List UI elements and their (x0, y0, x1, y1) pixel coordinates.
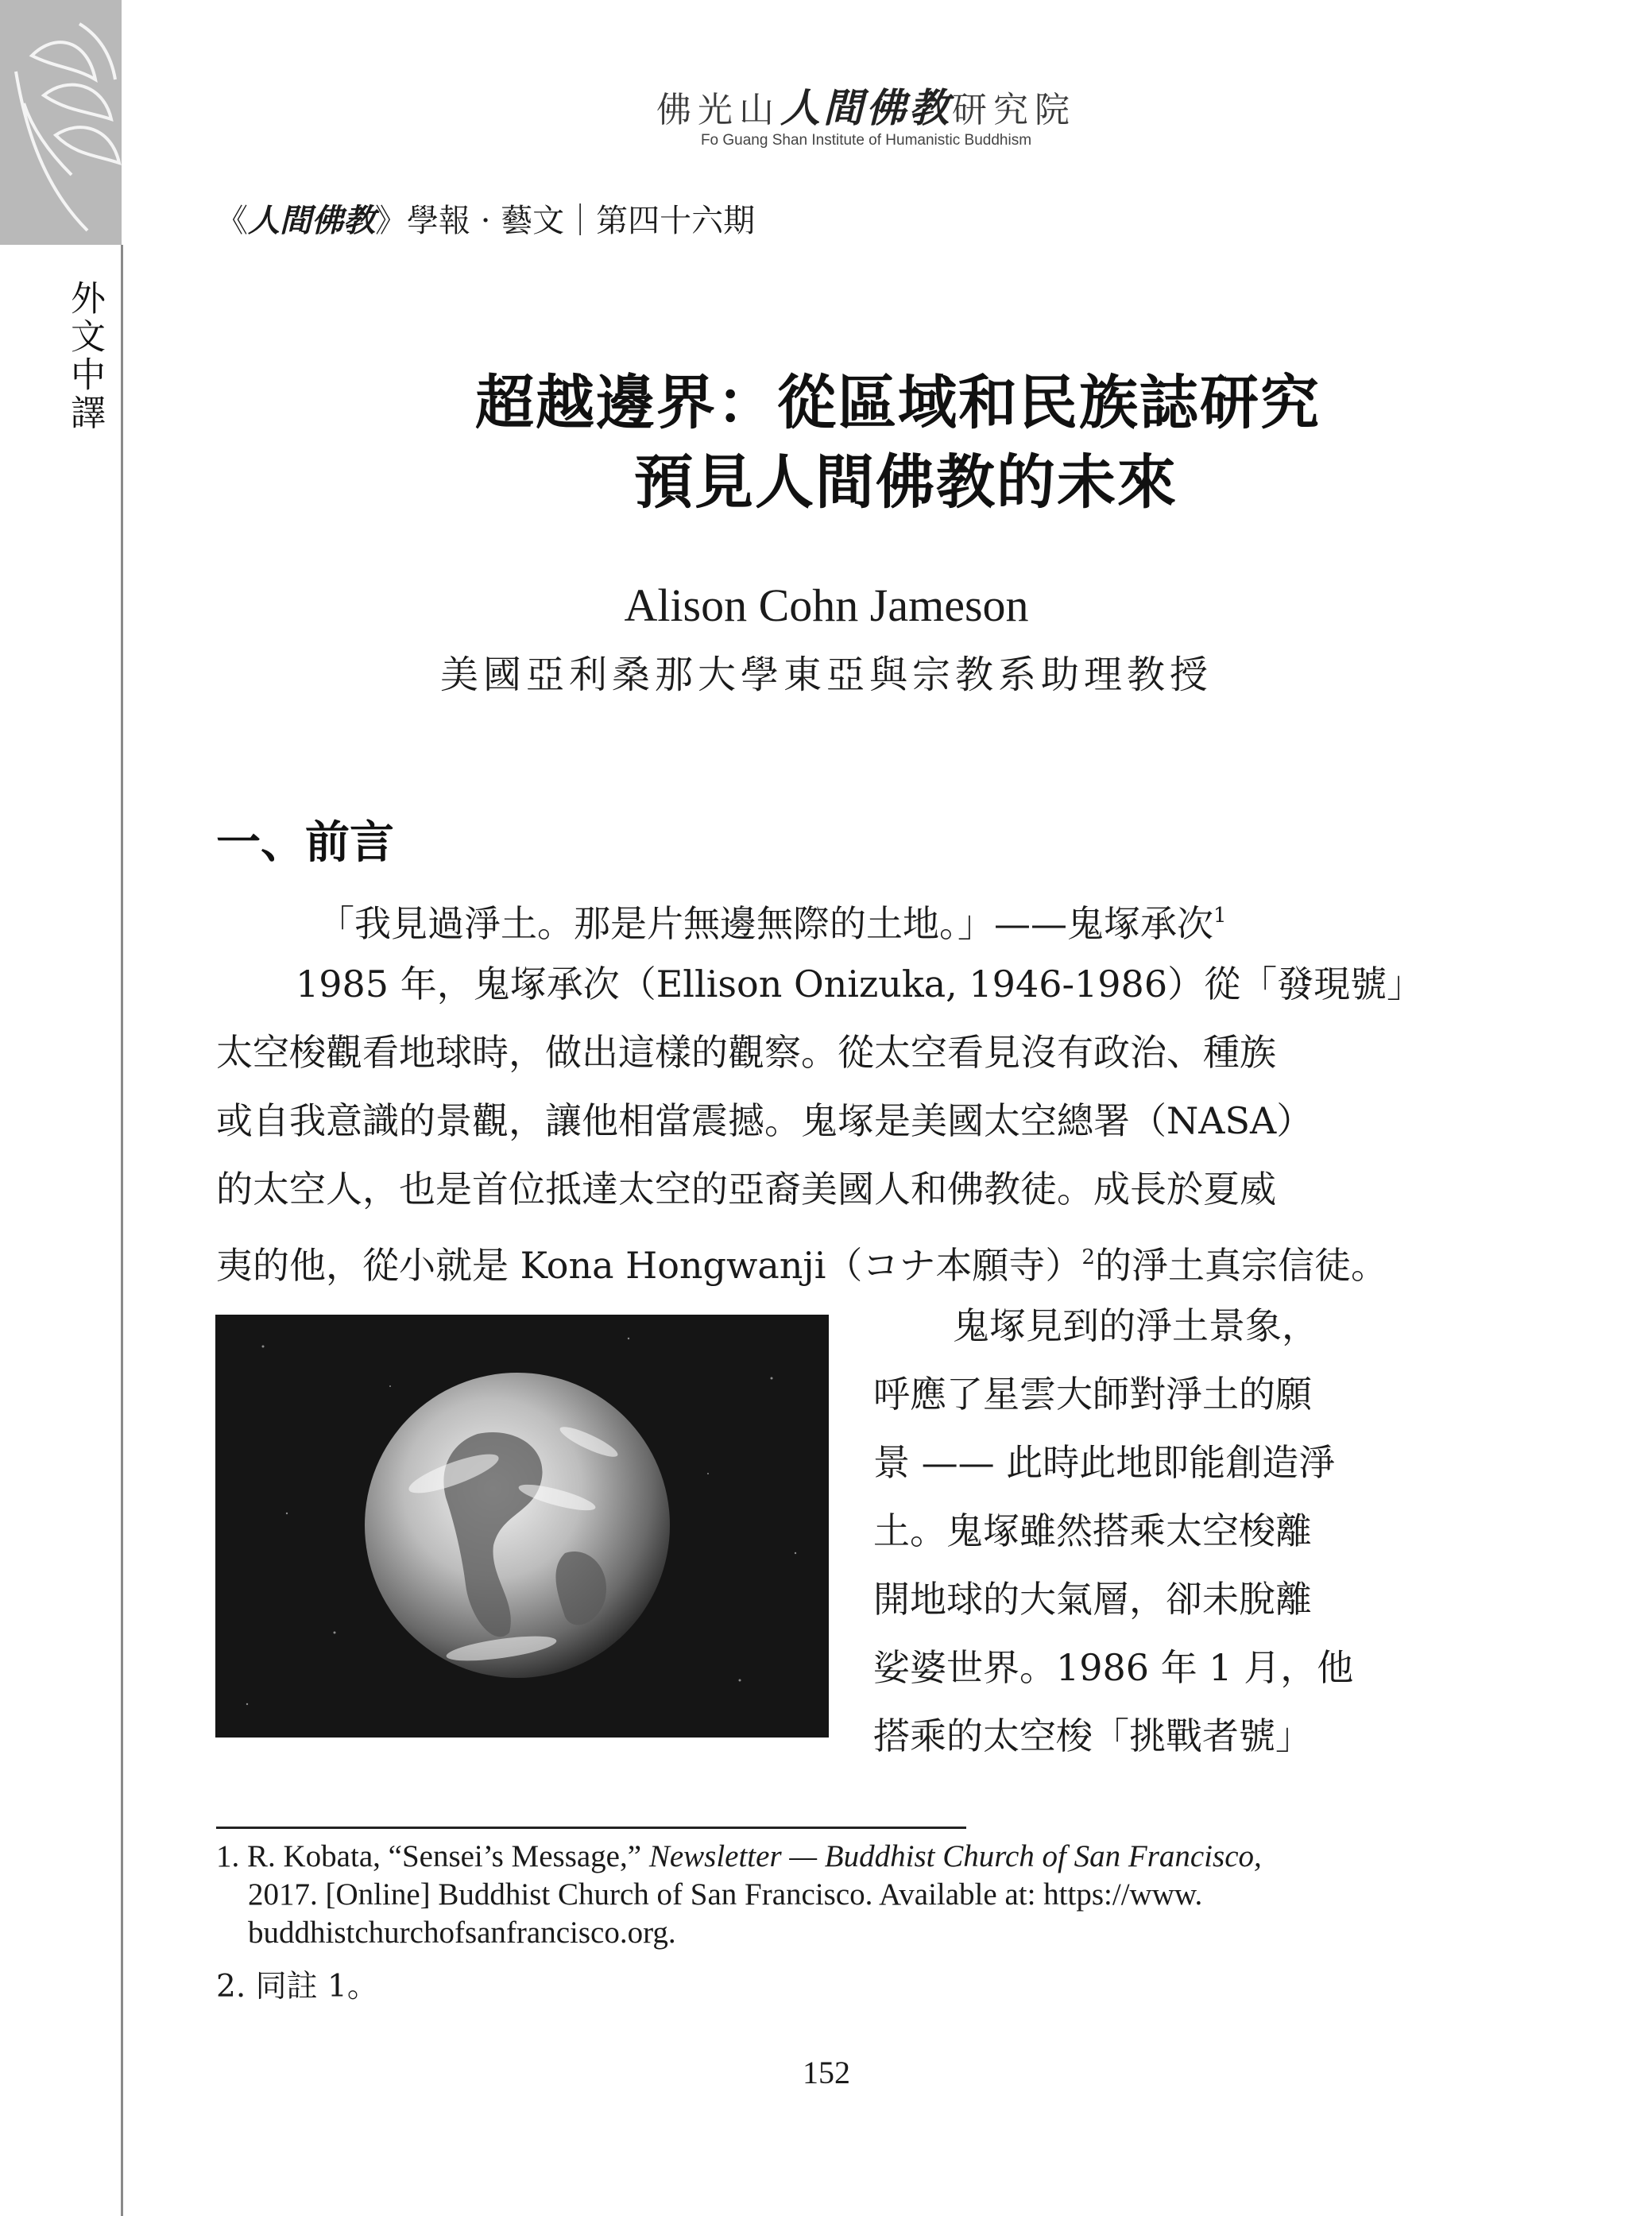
article-title-line-2: 預見人間佛教的未來 (634, 448, 1178, 517)
footnote-ref-2: 2 (1081, 1246, 1095, 1269)
body-line: 開地球的大氣層，卻未脫離 (873, 1578, 1312, 1621)
author-name: Alison Cohn Jameson (624, 579, 1029, 631)
lotus-logo-icon (0, 0, 122, 245)
body-text: 夷的他，從小就是 Kona Hongwanji（コナ本願寺） (216, 1244, 1082, 1287)
institute-suffix: 研究院 (952, 90, 1076, 130)
body-line: 景 —— 此時此地即能創造淨 (873, 1441, 1336, 1484)
earth-icon (215, 1315, 829, 1738)
earth-from-space-image (215, 1315, 829, 1738)
body-text: 的淨土真宗信徒。 (1094, 1244, 1387, 1287)
institute-prefix: 佛光山 (656, 90, 780, 130)
epigraph-quote (318, 893, 1227, 946)
page-number: 152 (803, 2055, 850, 2090)
footnote-1-source-title: Newsletter — Buddhist Church of San Francisco, (648, 1839, 1262, 1873)
body-line: 太空梭觀看地球時，做出這樣的觀察。從太空看見沒有政治、種族 (216, 1031, 1276, 1074)
footnote-2: 2. 同註 1。 (216, 1969, 378, 2005)
footnote-divider (216, 1827, 966, 1829)
body-line: 娑婆世界。1986 年 1 月，他 (873, 1646, 1354, 1689)
footnote-1-line-3: buddhistchurchofsanfrancisco.org. (248, 1916, 676, 1950)
body-line: 的太空人，也是首位抵達太空的亞裔美國人和佛教徒。成長於夏威 (216, 1168, 1276, 1211)
body-line (216, 1235, 1387, 1288)
journal-running-head (216, 196, 755, 241)
body-line: 呼應了星雲大師對淨土的願 (873, 1373, 1312, 1416)
body-line: 1985 年，鬼塚承次（Ellison Onizuka, 1946-1986）從「發現號」 (296, 963, 1424, 1005)
section-side-label: 外文中譯 (64, 280, 105, 432)
journal-brand: 人間佛教 (248, 202, 375, 239)
body-line: 搭乘的太空梭「挑戰者號」 (873, 1714, 1312, 1757)
author-affiliation: 美國亞利桑那大學東亞與宗教系助理教授 (439, 653, 1213, 697)
body-line: 或自我意識的景觀，讓他相當震撼。鬼塚是美國太空總署（NASA） (216, 1099, 1313, 1142)
journal-issue: 》學報 · 藝文｜第四十六期 (375, 203, 756, 239)
footnote-1-line-2: 2017. [Online] Buddhist Church of San Francisco. Available at: https://www. (248, 1877, 1203, 1912)
body-line: 土。鬼塚雖然搭乘太空梭離 (873, 1509, 1312, 1552)
article-title-line-1: 超越邊界：從區域和民族誌研究 (475, 369, 1321, 437)
side-rule (121, 245, 123, 2216)
header-corner-band (0, 0, 122, 245)
institute-name-english: Fo Guang Shan Institute of Humanistic Buddhism (700, 132, 1032, 149)
footnote-1-text: 1. R. Kobata, “Sensei’s Message,” (216, 1839, 649, 1873)
section-heading: 一、前言 (216, 816, 394, 869)
body-line: 鬼塚見到的淨土景象， (953, 1304, 1318, 1347)
footnote-ref-1: 1 (1213, 904, 1227, 928)
journal-open-bracket: 《 (216, 203, 248, 239)
institute-name (509, 76, 1224, 134)
footnote-1-line-1 (216, 1838, 1262, 1876)
quote-text: 「我見過淨土。那是片無邊無際的土地。」——鬼塚承次 (318, 902, 1213, 945)
institute-brand: 人間佛教 (780, 84, 952, 131)
